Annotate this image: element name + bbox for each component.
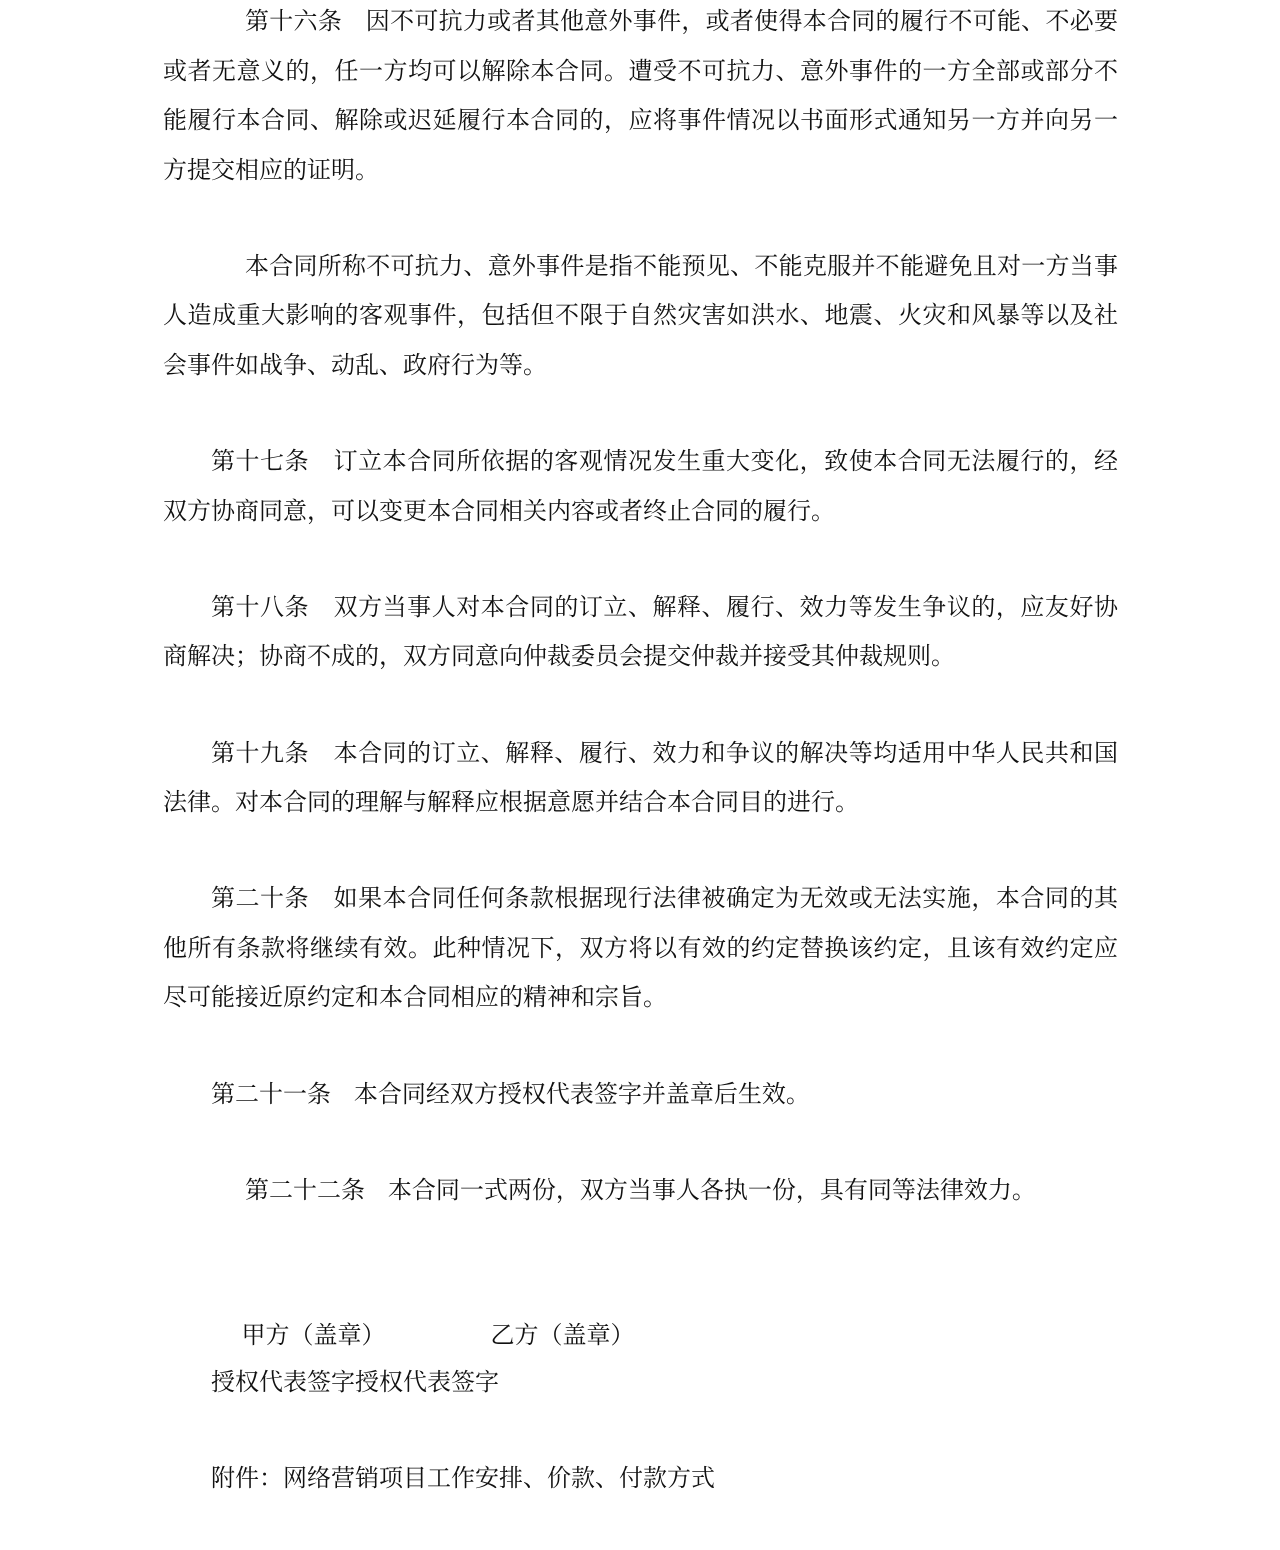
- text-line: 法律。对本合同的理解与解释应根据意愿并结合本合同目的进行。: [163, 788, 859, 817]
- text-line: 第十七条 订立本合同所依据的客观情况发生重大变化，致使本合同无法履行的，经: [211, 447, 1118, 476]
- text-line: 第十九条 本合同的订立、解释、履行、效力和争议的解决等均适用中华人民共和国: [211, 738, 1118, 767]
- text-line: 尽可能接近原约定和本合同相应的精神和宗旨。: [163, 983, 667, 1012]
- text-line: 商解决；协商不成的，双方同意向仲裁委员会提交仲裁并接受其仲裁规则。: [163, 642, 955, 671]
- text-line: 人造成重大影响的客观事件，包括但不限于自然灾害如洪水、地震、火灾和风暴等以及社: [163, 301, 1118, 330]
- text-line: 双方协商同意，可以变更本合同相关内容或者终止合同的履行。: [163, 496, 835, 525]
- clauses: [163, 0, 1118, 1215]
- text-line: 能履行本合同、解除或迟延履行本合同的，应将事件情况以书面形式通知另一方并向另一: [163, 106, 1118, 135]
- text-line: 或者无意义的，任一方均可以解除本合同。遭受不可抗力、意外事件的一方全部或部分不: [163, 56, 1118, 85]
- clause-paragraph: [163, 1070, 1118, 1120]
- text-line: 会事件如战争、动乱、政府行为等。: [163, 351, 547, 380]
- clause-paragraph: [163, 0, 1118, 195]
- text-line: 第二十二条 本合同一式两份，双方当事人各执一份，具有同等法律效力。: [245, 1175, 1036, 1204]
- seal-line: [163, 1262, 1118, 1350]
- clause-paragraph: [163, 874, 1118, 1023]
- clause-paragraph: [163, 583, 1118, 682]
- text-line: 方提交相应的证明。: [163, 155, 379, 184]
- text-line: 本合同所称不可抗力、意外事件是指不能预见、不能克服并不能避免且对一方当事: [245, 251, 1118, 280]
- text-line: 第二十条 如果本合同任何条款根据现行法律被确定为无效或无法实施，本合同的其: [211, 884, 1118, 913]
- document-body: [163, 0, 1118, 1550]
- text-line: 第二十一条 本合同经双方授权代表签字并盖章后生效。: [211, 1079, 810, 1108]
- text-line: 他所有条款将继续有效。此种情况下，双方将以有效的约定替换该约定，且该有效约定应: [163, 933, 1118, 962]
- attachment-line: 附件：网络营销项目工作安排、价款、付款方式: [211, 1463, 715, 1492]
- text-line: 第十六条 因不可抗力或者其他意外事件，或者使得本合同的履行不可能、不必要: [245, 7, 1118, 35]
- text-line: 第十八条 双方当事人对本合同的订立、解释、履行、效力等发生争议的，应友好协: [211, 592, 1118, 621]
- party-b-seal: 乙方（盖章）: [490, 1321, 635, 1350]
- clause-paragraph: [163, 242, 1118, 391]
- clause-paragraph: [163, 437, 1118, 536]
- party-a-seal: 甲方（盖章）: [241, 1321, 386, 1350]
- clause-paragraph: [163, 1166, 1118, 1216]
- clause-paragraph: [163, 729, 1118, 828]
- signature-line: 授权代表签字授权代表签字: [211, 1367, 499, 1396]
